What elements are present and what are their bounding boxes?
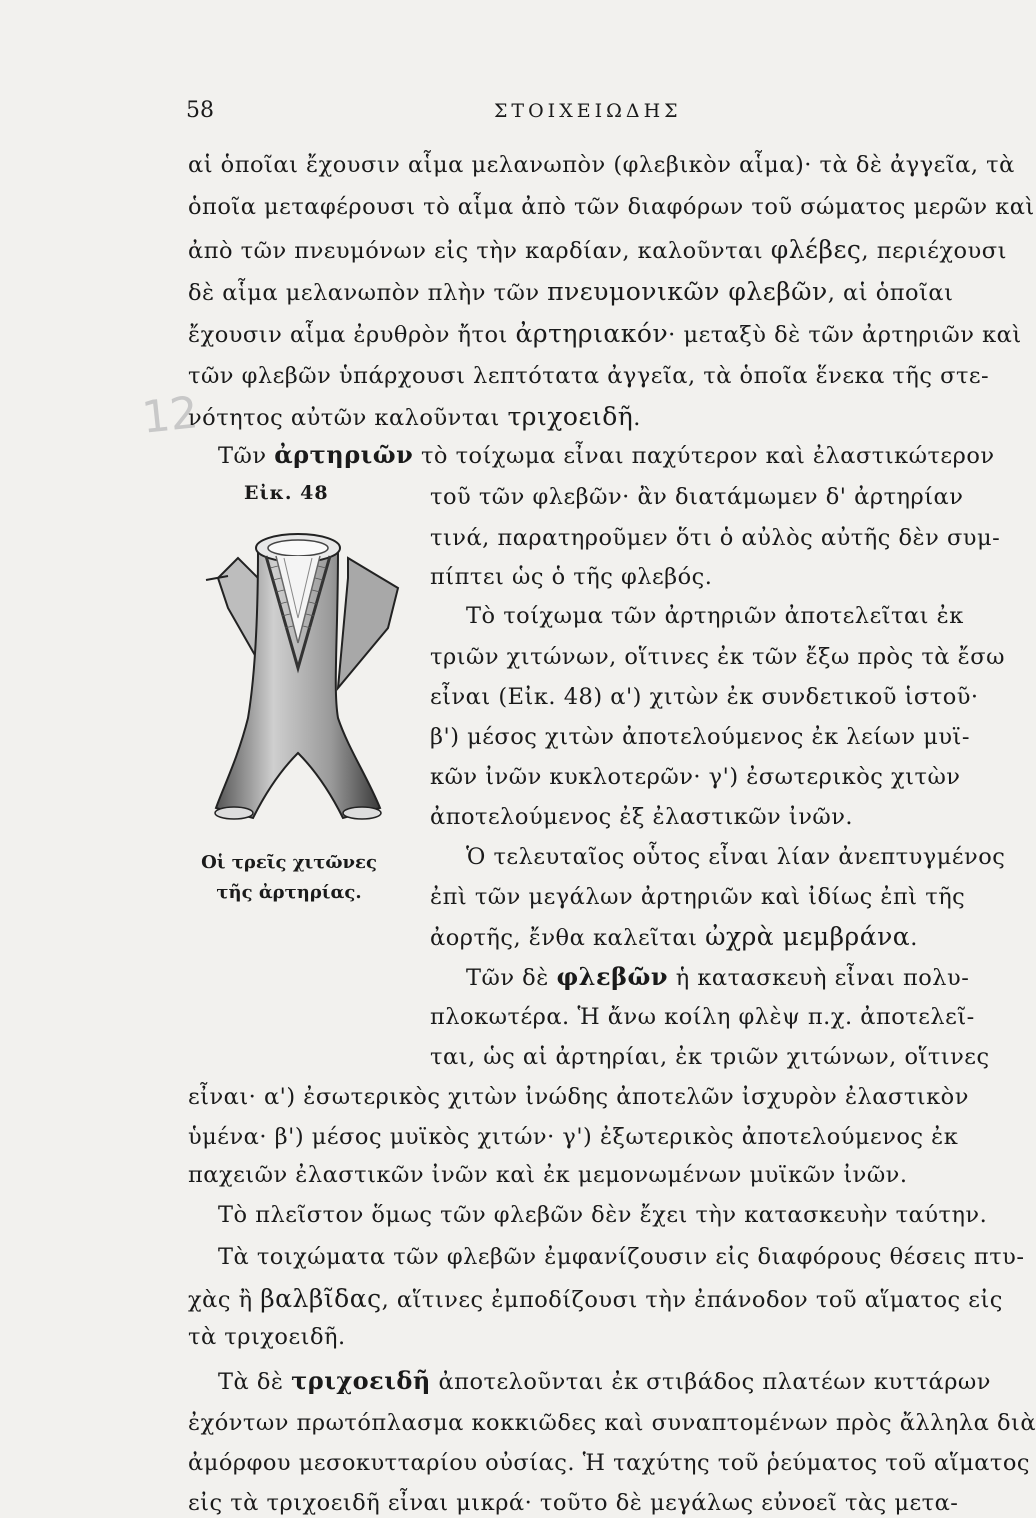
text-line: εἰς τὰ τριχοειδῆ εἶναι μικρά· τοῦτο δὲ μεγάλως εὐνοεῖ τὰς μετα- xyxy=(188,1490,959,1516)
text-line: πλοκωτέρα. Ἡ ἄνω κοίλη φλὲψ π.χ. ἀποτελεῖ- xyxy=(430,1004,975,1030)
text-line: εἶναι (Εἰκ. 48) α') χιτὼν ἐκ συνδετικοῦ ἱστοῦ· xyxy=(430,684,979,710)
text-line: ὑμένα· β') μέσος μυϊκὸς χιτών· γ') ἐξωτερικὸς ἀποτελούμενος ἐκ xyxy=(188,1124,959,1150)
text-line: β') μέσος χιτὼν ἀποτελούμενος ἐκ λείων μυϊ- xyxy=(430,724,970,750)
text-line: χὰς ἢ βαλβῖδας, αἵτινες ἐμποδίζουσι τὴν ἐπάνοδον τοῦ αἵματος εἰς xyxy=(188,1284,1003,1313)
text-line: Τὰ δὲ τριχοειδῆ ἀποτελοῦνται ἐκ στιβάδος πλατέων κυττάρων xyxy=(218,1366,991,1395)
figure-caption xyxy=(184,848,394,908)
text-line: Τῶν δὲ φλεβῶν ἡ κατασκευὴ εἶναι πολυ- xyxy=(466,962,970,991)
text-line: δὲ αἷμα μελανωπὸν πλὴν τῶν πνευμονικῶν φλεβῶν, αἱ ὁποῖαι xyxy=(188,277,954,306)
text-line: κῶν ἰνῶν κυκλοτερῶν· γ') ἐσωτερικὸς χιτὼν xyxy=(430,764,961,790)
text-line: παχειῶν ἐλαστικῶν ἰνῶν καὶ ἐκ μεμονωμένων μυϊκῶν ἰνῶν. xyxy=(188,1162,908,1188)
text-line: τὰ τριχοειδῆ. xyxy=(188,1324,346,1350)
text-line: τριῶν χιτώνων, οἵτινες ἐκ τῶν ἔξω πρὸς τὰ ἔσω xyxy=(430,644,1005,670)
text-line: Τῶν ἀρτηριῶν τὸ τοίχωμα εἶναι παχύτερον καὶ ἐλαστικώτερον xyxy=(218,440,995,469)
text-line: τινά, παρατηροῦμεν ὅτι ὁ αὐλὸς αὐτῆς δὲν συμ- xyxy=(430,525,1001,551)
text-line: τοῦ τῶν φλεβῶν· ἂν διατάμωμεν δ' ἀρτηρίαν xyxy=(430,484,964,510)
text-line: ἀπὸ τῶν πνευμόνων εἰς τὴν καρδίαν, καλοῦνται φλέβες, περιέχουσι xyxy=(188,235,1007,264)
running-title: ΣΤΟΙΧΕΙΩΔΗΣ xyxy=(494,100,682,122)
margin-pencil-note: 12 xyxy=(139,387,201,444)
text-line: νότητος αὐτῶν καλοῦνται τριχοειδῆ. xyxy=(188,402,641,431)
text-line: Τὰ τοιχώματα τῶν φλεβῶν ἐμφανίζουσιν εἰς διαφόρους θέσεις πτυ- xyxy=(218,1244,1025,1270)
text-line: εἶναι· α') ἐσωτερικὸς χιτὼν ἰνώδης ἀποτελῶν ἰσχυρὸν ἐλαστικὸν xyxy=(188,1084,969,1110)
text-line: Ὁ τελευταῖος οὗτος εἶναι λίαν ἀνεπτυγμένος xyxy=(466,844,1006,870)
text-line: ὁποῖα μεταφέρουσι τὸ αἷμα ἀπὸ τῶν διαφόρων τοῦ σώματος μερῶν καὶ xyxy=(188,194,1035,220)
text-line: ἀορτῆς, ἔνθα καλεῖται ὠχρὰ μεμβράνα. xyxy=(430,922,918,951)
artery-illustration xyxy=(198,518,408,828)
caption-line: Οἱ τρεῖς χιτῶνες xyxy=(201,852,377,873)
text-line: ἐχόντων πρωτόπλασμα κοκκιῶδες καὶ συναπτομένων πρὸς ἄλληλα διὰ xyxy=(188,1410,1036,1436)
text-line: ἔχουσιν αἷμα ἐρυθρὸν ἤτοι ἀρτηριακόν· μεταξὺ δὲ τῶν ἀρτηριῶν καὶ xyxy=(188,319,1022,348)
text-line: τῶν φλεβῶν ὑπάρχουσι λεπτότατα ἀγγεῖα, τὰ ὁποῖα ἕνεκα τῆς στε- xyxy=(188,363,990,389)
page-header xyxy=(186,98,960,128)
page-number: 58 xyxy=(186,98,214,123)
text-line: Τὸ τοίχωμα τῶν ἀρτηριῶν ἀποτελεῖται ἐκ xyxy=(466,603,964,629)
caption-line: τῆς ἀρτηρίας. xyxy=(216,882,362,903)
text-line: Τὸ πλεῖστον ὅμως τῶν φλεβῶν δὲν ἔχει τὴν κατασκευὴν ταύτην. xyxy=(218,1202,988,1228)
figure-label: Εἰκ. 48 xyxy=(244,482,329,504)
text-line: ἀποτελούμενος ἐξ ἐλαστικῶν ἰνῶν. xyxy=(430,804,854,830)
text-line: ἐπὶ τῶν μεγάλων ἀρτηριῶν καὶ ἰδίως ἐπὶ τῆς xyxy=(430,884,966,910)
text-line: ται, ὡς αἱ ἀρτηρίαι, ἐκ τριῶν χιτώνων, οἵτινες xyxy=(430,1044,990,1070)
text-line: ἀμόρφου μεσοκυτταρίου οὐσίας. Ἡ ταχύτης τοῦ ῥεύματος τοῦ αἵματος xyxy=(188,1450,1030,1476)
text-line: αἱ ὁποῖαι ἔχουσιν αἷμα μελανωπὸν (φλεβικὸν αἷμα)· τὰ δὲ ἀγγεῖα, τὰ xyxy=(188,152,1015,178)
text-line: πίπτει ὡς ὁ τῆς φλεβός. xyxy=(430,564,713,590)
